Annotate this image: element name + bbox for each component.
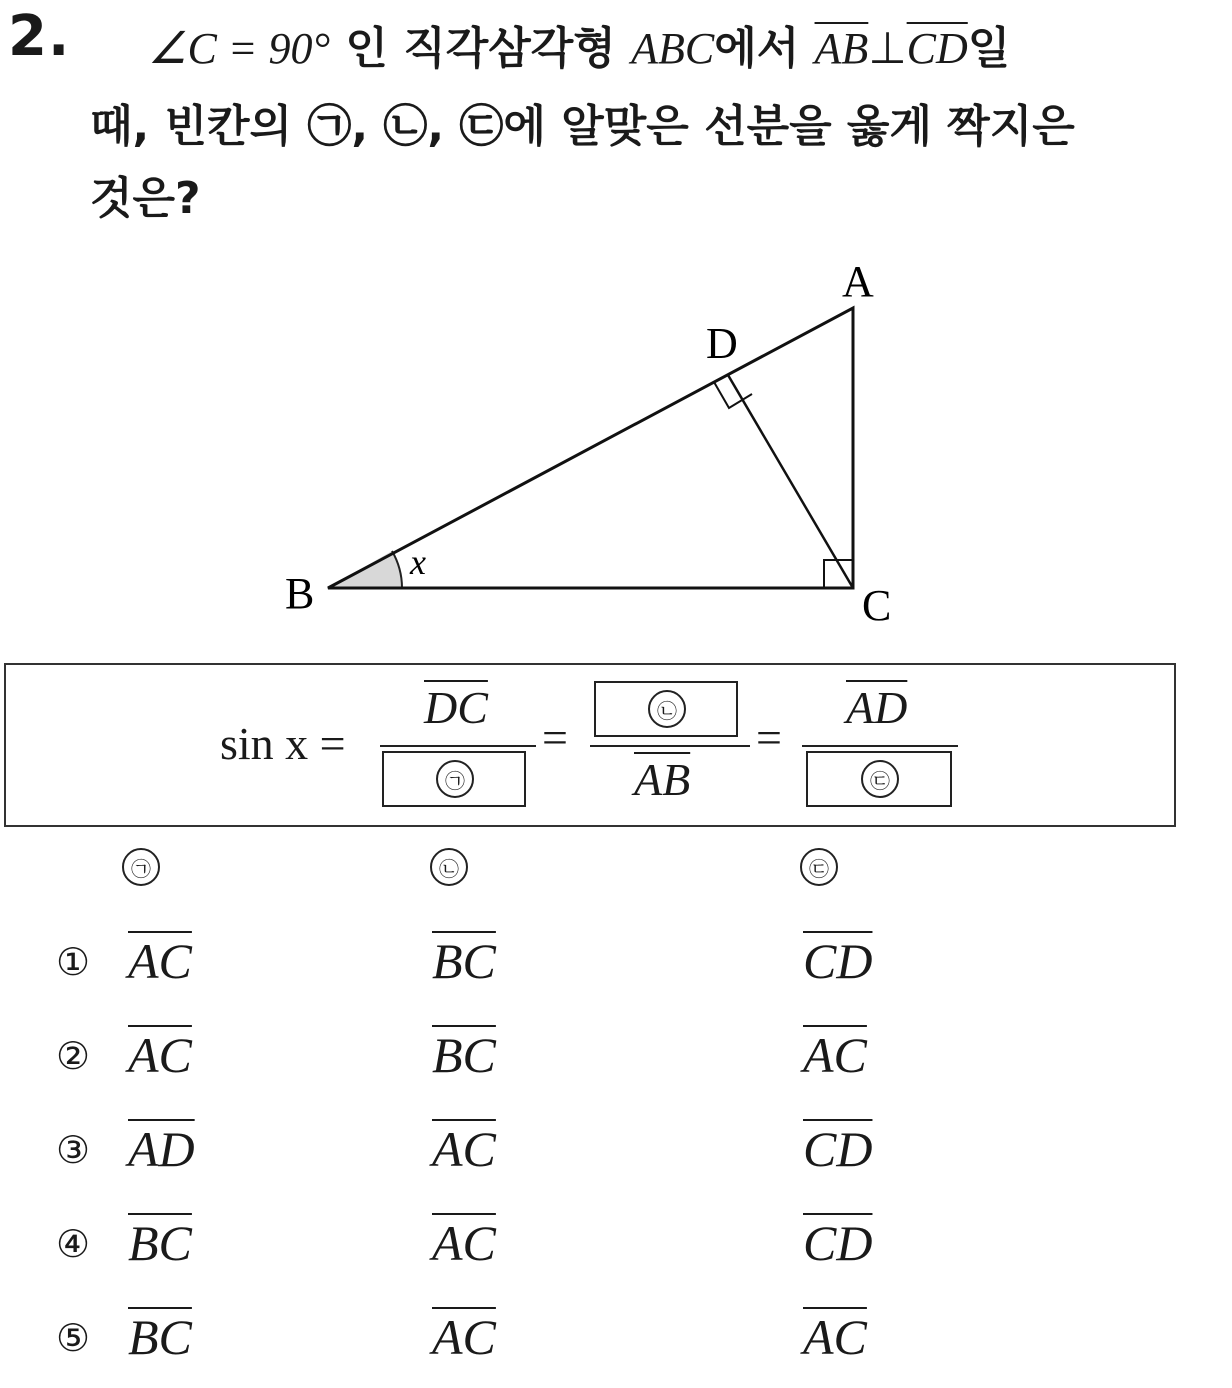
label-d: D [706,319,738,368]
question-line-1 [148,12,1010,76]
header-blank-3: ㉢ [800,848,838,886]
choice-cell-a: $\overline{AD}$ [128,1121,195,1177]
question-line-2: 때, 빈칸의 ㉠, ㉡, ㉢에 알맞은 선분을 옳게 짝지은 [90,101,1075,152]
choice-cell-a: $\overline{BC}$ [128,1309,192,1365]
choice-cell-b: $\overline{AC}$ [432,1121,496,1177]
blank-3-marker: ㉢ [861,760,899,798]
choice-cell-b: $\overline{BC}$ [432,933,496,989]
label-a: A [842,257,874,306]
frac3-numerator: $\overline{AD}$ [846,682,908,733]
segment-cd-line [728,375,853,588]
choice-cell-c: $\overline{CD}$ [803,933,873,989]
choice-number: ② [56,1034,91,1078]
choice-cell-c: $\overline{AC}$ [803,1309,867,1365]
blank-2-marker: ㉡ [648,690,686,728]
label-x: x [410,542,426,582]
frac1-numerator: $\overline{DC}$ [424,682,488,733]
label-b: B [285,569,315,618]
blank-2-box [594,681,738,737]
choice-cell-c: $\overline{CD}$ [803,1215,873,1271]
segment-ab: $\overline{AB}$ [814,24,869,73]
choice-number: ③ [56,1128,91,1172]
text-b: 에서 [714,23,800,74]
choice-cell-b: $\overline{AC}$ [432,1215,496,1271]
triangle-figure [0,250,1232,630]
choice-row-3[interactable] [0,1110,1232,1200]
choice-number: ④ [56,1222,91,1266]
header-blank-2: ㉡ [430,848,468,886]
choice-cell-a: $\overline{BC}$ [128,1215,192,1271]
choice-cell-c: $\overline{CD}$ [803,1121,873,1177]
perp-symbol: ⊥ [868,24,907,73]
equals-1: = [542,712,568,763]
blank-1-box [382,751,526,807]
sin-x-lhs [220,717,346,770]
triangle-abc [328,308,853,588]
equals-2: = [756,712,782,763]
frac2-line [590,745,750,747]
choice-row-2[interactable] [0,1016,1232,1106]
label-c: C [862,581,892,630]
frac1-line [380,745,536,747]
segment-cd: $\overline{CD}$ [906,24,968,73]
blank-1-marker: ㉠ [436,760,474,798]
text-a: 인 직각삼각형 [345,23,616,74]
frac2-denominator: $\overline{AB}$ [634,754,691,805]
choice-number: ⑤ [56,1316,91,1360]
choice-cell-c: $\overline{AC}$ [803,1027,867,1083]
angle-condition: ∠C = 90° [148,24,331,73]
choice-cell-a: $\overline{AC}$ [128,933,192,989]
header-blank-1: ㉠ [122,848,160,886]
blank-3-box [806,751,952,807]
frac3-line [802,745,958,747]
choice-row-4[interactable] [0,1204,1232,1294]
triangle-name: ABC [631,24,715,73]
choice-cell-a: $\overline{AC}$ [128,1027,192,1083]
formula-box [4,663,1176,827]
text-c: 일 [967,23,1011,74]
question-line-3: 것은? [90,173,201,224]
choice-number: ① [56,940,91,984]
question-number: 2. [8,4,71,69]
choice-row-1[interactable] [0,922,1232,1012]
choice-cell-b: $\overline{BC}$ [432,1027,496,1083]
choice-cell-b: $\overline{AC}$ [432,1309,496,1365]
sin-x-text: sin x = [220,718,346,769]
